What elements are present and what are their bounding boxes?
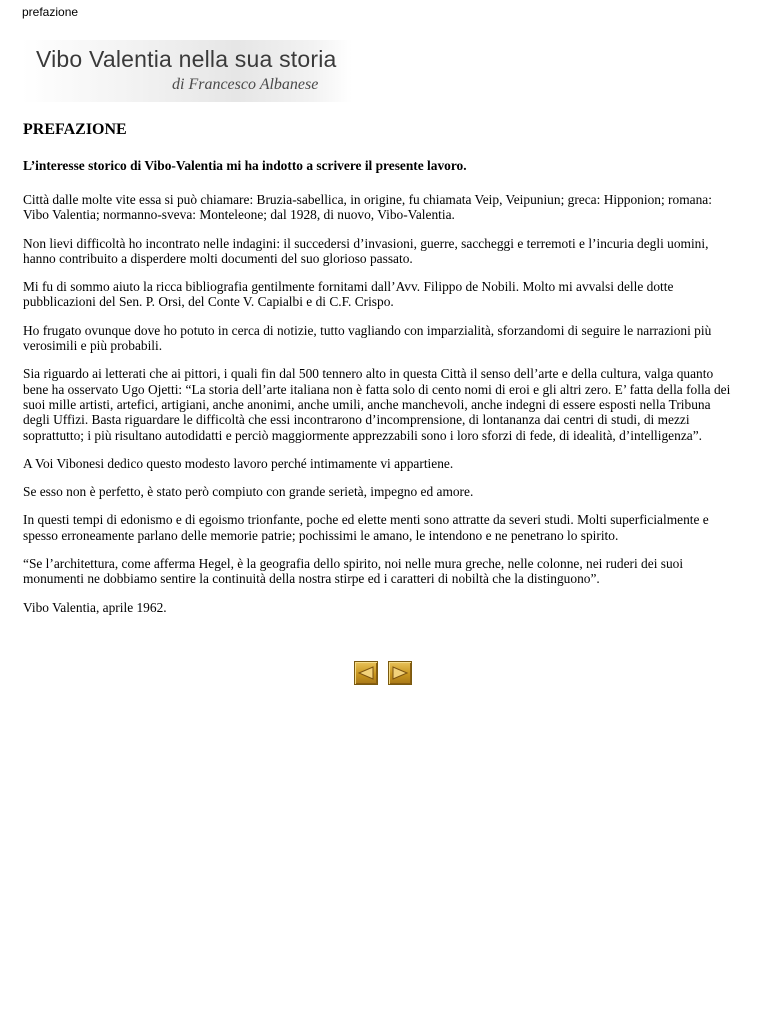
paragraph-ojetti-quote: Sia riguardo ai letterati che ai pittori, i quali fin dal 500 tennero alto in questa Città il senso dell’arte e della cultura, valga quanto bene ha osservato Ugo Ojetti: “La storia dell’arte italiana non è fatta solo di cento nomi di eroi e gli altri zero. E’ fatta della folla dei suoi mille artisti, artefici, artigiani, anche anonimi, anche umili, anche manchevoli, anche indegni di essere esposti nella Tribuna degli Uffizi. Basta riguardare le difficoltà che essi incontrarono d’incomprensione, di lontananza dai centri di studi, di mezzi soprattutto; i più risultano autodidatti e perciò maggiormente apprezzabili sono i loro sforzi di fede, di idealità, d’intelligenza”. (23, 366, 731, 443)
paragraph-names: Città dalle molte vite essa si può chiamare: Bruzia-sabellica, in origine, fu chiamata Veip, Veipuniun; greca: Hipponion; romana: Vibo Valentia; normanno-sveva: Monteleone; dal 1928, di nuovo, Vibo-Valentia. (23, 192, 712, 223)
article-body (23, 121, 739, 628)
arrow-left-icon (357, 666, 375, 680)
page-header-label: prefazione (22, 5, 79, 19)
paragraph-hegel-quote: “Se l’architettura, come afferma Hegel, è la geografia dello spirito, noi nelle mura greche, nelle colonne, nei ruderi dei suoi monumenti ne dobbiamo sentire la continuità della nostra stirpe ed i caratteri di nobiltà che la distinguono”. (23, 556, 684, 587)
signature-date: Vibo Valentia, aprile 1962. (23, 599, 167, 615)
book-banner (22, 40, 352, 102)
page-title: PREFAZIONE (23, 121, 127, 138)
paragraph-effort: Se esso non è perfetto, è stato però compiuto con grande serietà, impegno ed amore. (23, 484, 474, 500)
next-page-button[interactable] (388, 661, 412, 685)
lead-sentence: L’interesse storico di Vibo-Valentia mi ha indotto a scrivere il presente lavoro. (23, 158, 467, 173)
page-navigation (354, 661, 412, 685)
previous-page-button[interactable] (354, 661, 378, 685)
arrow-right-icon (391, 666, 409, 680)
banner-author: di Francesco Albanese (172, 76, 319, 93)
paragraph-hedonism: In questi tempi di edonismo e di egoismo trionfante, poche ed elette menti sono attratte da severi studi. Molti superficialmente e spesso erroneamente parlano delle memorie patrie; pochissimi le amano, le intendono e ne penetrano lo spirito. (23, 512, 709, 543)
paragraph-dedication: A Voi Vibonesi dedico questo modesto lavoro perché intimamente vi appartiene. (23, 455, 454, 471)
paragraph-difficulties: Non lievi difficoltà ho incontrato nelle indagini: il succedersi d’invasioni, guerre, saccheggi e terremoti e l’incuria degli uomini, hanno contribuito a disperdere molti documenti del suo glorioso passato. (23, 235, 709, 266)
paragraph-bibliography: Mi fu di sommo aiuto la ricca bibliografia gentilmente fornitami dall’Avv. Filippo de Nobili. Molto mi avvalsi delle dotte pubblicazioni del Sen. P. Orsi, del Conte V. Capialbi e di C.F. Crispo. (23, 279, 674, 310)
paragraph-research: Ho frugato ovunque dove ho potuto in cerca di notizie, tutto vagliando con imparzialità, sforzandomi di seguire le narrazioni più verosimili e più probabili. (23, 322, 712, 354)
banner-title: Vibo Valentia nella sua storia (36, 46, 337, 72)
